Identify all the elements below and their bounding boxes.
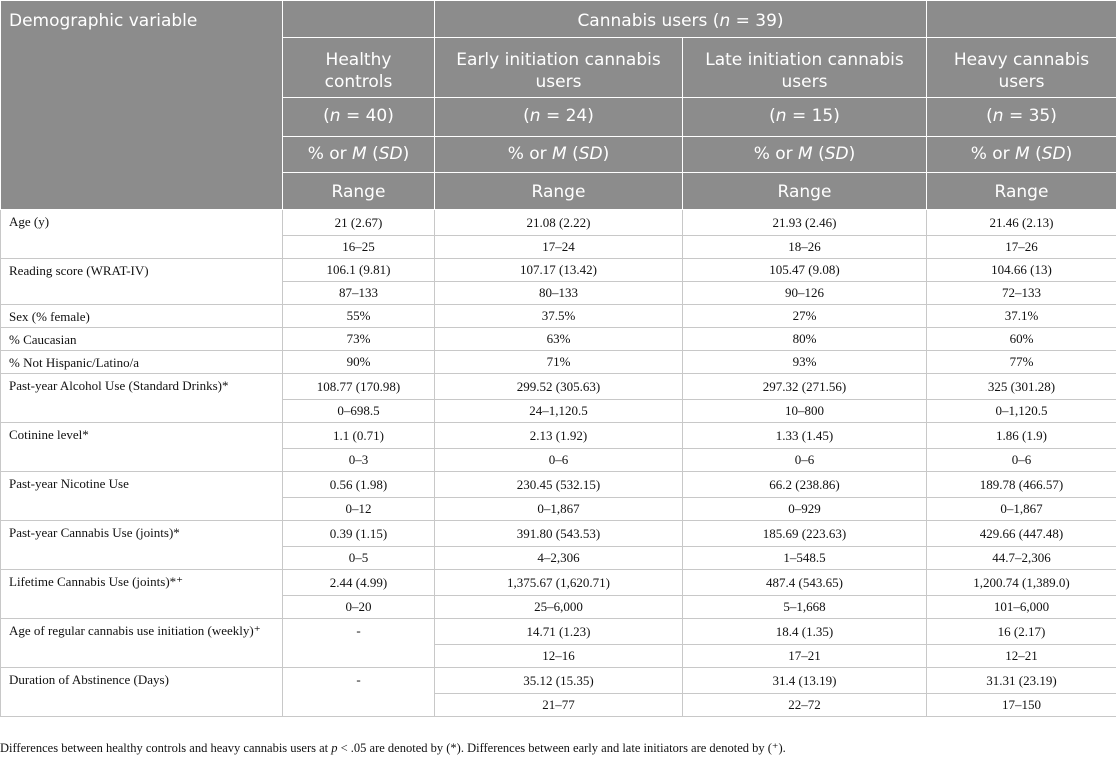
cell-range: 0–698.5: [283, 400, 435, 423]
cell-value: 55%: [283, 305, 435, 328]
cell-value: 63%: [435, 328, 683, 351]
col-range: Range: [683, 173, 927, 210]
cell-range: 0–1,867: [927, 498, 1116, 521]
cell-value: 1.33 (1.45): [683, 423, 927, 449]
col-range: Range: [927, 173, 1116, 210]
cell-range: 16–25: [283, 236, 435, 259]
cell-value: 18.4 (1.35): [683, 619, 927, 645]
cell-value: 487.4 (543.65): [683, 570, 927, 596]
cell-value: 80%: [683, 328, 927, 351]
table-footnote: Differences between healthy controls and heavy cannabis users at p < .05 are denoted by (*). Differences between early and late initiators are denoted by (⁺).: [0, 741, 786, 755]
row-label: % Caucasian: [1, 328, 283, 351]
cell-value: 1.1 (0.71): [283, 423, 435, 449]
row-label: Sex (% female): [1, 305, 283, 328]
row-label: Past-year Cannabis Use (joints)*: [1, 521, 283, 570]
cell-value: 391.80 (543.53): [435, 521, 683, 547]
row-label: Past-year Alcohol Use (Standard Drinks)*: [1, 374, 283, 423]
cell-value: 325 (301.28): [927, 374, 1116, 400]
cell-value: 77%: [927, 351, 1116, 374]
col-n-late: (n = 15): [683, 98, 927, 137]
cell-value: 0.56 (1.98): [283, 472, 435, 498]
cell-range: 17–26: [927, 236, 1116, 259]
cell-range: 0–5: [283, 547, 435, 570]
cell-range: 21–77: [435, 694, 683, 717]
cell-range: 0–1,120.5: [927, 400, 1116, 423]
cell-value: 14.71 (1.23): [435, 619, 683, 645]
cell-value: 1,375.67 (1,620.71): [435, 570, 683, 596]
cell-value: 0.39 (1.15): [283, 521, 435, 547]
col-stat: % or M (SD): [283, 137, 435, 173]
col-n-healthy: (n = 40): [283, 98, 435, 137]
cell-range: 17–150: [927, 694, 1116, 717]
cell-value: 66.2 (238.86): [683, 472, 927, 498]
col-header-heavy: Heavy cannabis users: [927, 38, 1116, 98]
cell-range: 0–20: [283, 596, 435, 619]
cell-value: 73%: [283, 328, 435, 351]
cell-range: 0–3: [283, 449, 435, 472]
cell-dash: -: [283, 668, 435, 717]
cell-dash: -: [283, 619, 435, 668]
cell-range: 12–16: [435, 645, 683, 668]
row-label: Age of regular cannabis use initiation (weekly)⁺: [1, 619, 283, 668]
cell-range: 10–800: [683, 400, 927, 423]
header-variable: Demographic variable: [1, 1, 283, 210]
cell-value: 90%: [283, 351, 435, 374]
cell-value: 107.17 (13.42): [435, 259, 683, 282]
cell-value: 35.12 (15.35): [435, 668, 683, 694]
col-stat: % or M (SD): [927, 137, 1116, 173]
cell-value: 1,200.74 (1,389.0): [927, 570, 1116, 596]
cell-range: 44.7–2,306: [927, 547, 1116, 570]
cell-range: 0–929: [683, 498, 927, 521]
cell-range: 24–1,120.5: [435, 400, 683, 423]
cell-value: 230.45 (532.15): [435, 472, 683, 498]
cell-range: 18–26: [683, 236, 927, 259]
cell-value: 31.4 (13.19): [683, 668, 927, 694]
col-header-late: Late initiation cannabis users: [683, 38, 927, 98]
cell-range: 90–126: [683, 282, 927, 305]
cell-value: 27%: [683, 305, 927, 328]
cell-value: 21 (2.67): [283, 210, 435, 236]
cell-value: 60%: [927, 328, 1116, 351]
cell-range: 0–6: [435, 449, 683, 472]
cell-value: 21.93 (2.46): [683, 210, 927, 236]
cell-value: 16 (2.17): [927, 619, 1116, 645]
cell-range: 4–2,306: [435, 547, 683, 570]
cell-value: 21.46 (2.13): [927, 210, 1116, 236]
cell-value: 189.78 (466.57): [927, 472, 1116, 498]
cell-value: 1.86 (1.9): [927, 423, 1116, 449]
header-blank: [283, 1, 435, 38]
row-label: Lifetime Cannabis Use (joints)*⁺: [1, 570, 283, 619]
row-label: Age (y): [1, 210, 283, 259]
col-header-early: Early initiation cannabis users: [435, 38, 683, 98]
cell-value: 93%: [683, 351, 927, 374]
header-cannabis-group: Cannabis users (n = 39): [435, 1, 927, 38]
col-range: Range: [435, 173, 683, 210]
cell-range: 1–548.5: [683, 547, 927, 570]
cell-value: 37.5%: [435, 305, 683, 328]
cell-range: 80–133: [435, 282, 683, 305]
cell-range: 17–21: [683, 645, 927, 668]
col-stat: % or M (SD): [435, 137, 683, 173]
row-label: % Not Hispanic/Latino/a: [1, 351, 283, 374]
row-label: Reading score (WRAT-IV): [1, 259, 283, 305]
col-n-early: (n = 24): [435, 98, 683, 137]
cell-value: 37.1%: [927, 305, 1116, 328]
cell-range: 101–6,000: [927, 596, 1116, 619]
cell-value: 185.69 (223.63): [683, 521, 927, 547]
cell-value: 429.66 (447.48): [927, 521, 1116, 547]
cell-value: 2.13 (1.92): [435, 423, 683, 449]
header-blank: [927, 1, 1116, 38]
row-label: Past-year Nicotine Use: [1, 472, 283, 521]
cell-range: 87–133: [283, 282, 435, 305]
cell-range: 0–1,867: [435, 498, 683, 521]
cell-value: 297.32 (271.56): [683, 374, 927, 400]
cell-value: 31.31 (23.19): [927, 668, 1116, 694]
cell-range: 5–1,668: [683, 596, 927, 619]
row-label: Duration of Abstinence (Days): [1, 668, 283, 717]
col-range: Range: [283, 173, 435, 210]
cell-range: 72–133: [927, 282, 1116, 305]
cell-value: 2.44 (4.99): [283, 570, 435, 596]
col-n-heavy: (n = 35): [927, 98, 1116, 137]
cell-value: 299.52 (305.63): [435, 374, 683, 400]
cell-value: 105.47 (9.08): [683, 259, 927, 282]
cell-range: 0–6: [927, 449, 1116, 472]
cell-range: 22–72: [683, 694, 927, 717]
cell-value: 104.66 (13): [927, 259, 1116, 282]
cell-range: 0–6: [683, 449, 927, 472]
cell-value: 21.08 (2.22): [435, 210, 683, 236]
row-label: Cotinine level*: [1, 423, 283, 472]
cell-range: 17–24: [435, 236, 683, 259]
cell-range: 0–12: [283, 498, 435, 521]
cell-value: 71%: [435, 351, 683, 374]
cell-value: 108.77 (170.98): [283, 374, 435, 400]
cell-range: 25–6,000: [435, 596, 683, 619]
cell-range: 12–21: [927, 645, 1116, 668]
col-header-healthy: Healthy controls: [283, 38, 435, 98]
cell-value: 106.1 (9.81): [283, 259, 435, 282]
col-stat: % or M (SD): [683, 137, 927, 173]
